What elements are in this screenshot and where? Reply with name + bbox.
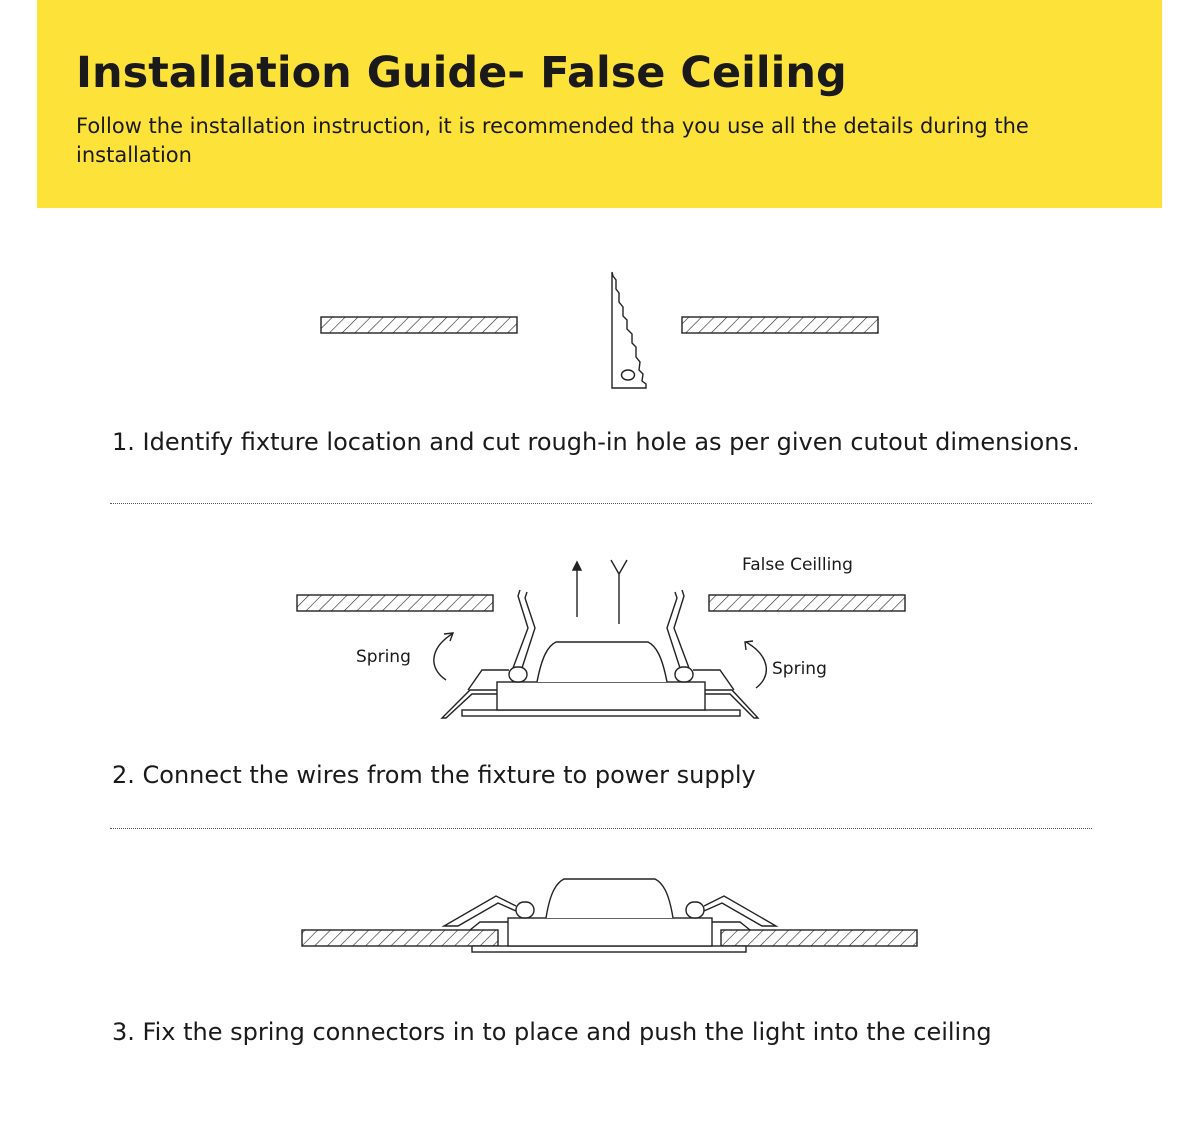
step3-diagram — [302, 879, 917, 952]
false-ceiling-panel-left — [297, 595, 493, 611]
spring-label-left: Spring — [356, 647, 411, 667]
ceiling-panel-installed-right — [721, 930, 917, 946]
spring-label-right: Spring — [772, 659, 827, 679]
step1-diagram — [321, 272, 878, 388]
wires-icon — [611, 560, 627, 624]
up-arrow-icon — [573, 562, 581, 617]
step-2-text: 2. Connect the wires from the fixture to power supply — [112, 761, 756, 789]
saw-icon — [612, 272, 646, 388]
page-title: Installation Guide- False Ceiling — [76, 48, 847, 98]
spring-arrow-right-icon — [745, 641, 766, 688]
ceiling-panel-installed-left — [302, 930, 498, 946]
false-ceiling-panel-right — [709, 595, 905, 611]
divider-1 — [110, 503, 1092, 504]
step2-diagram — [297, 560, 905, 718]
ceiling-panel-left — [321, 317, 517, 333]
ceiling-panel-right — [682, 317, 878, 333]
step-1-text: 1. Identify fixture location and cut rough-in hole as per given cutout dimensions. — [112, 428, 1080, 456]
spring-arrow-left-icon — [434, 633, 453, 680]
page-subtitle: Follow the installation instruction, it is recommended tha you use all the details during the installation — [76, 114, 1029, 167]
false-ceiling-label: False Ceilling — [742, 555, 853, 575]
divider-2 — [110, 828, 1092, 829]
step-3-text: 3. Fix the spring connectors in to place and push the light into the ceiling — [112, 1018, 992, 1046]
